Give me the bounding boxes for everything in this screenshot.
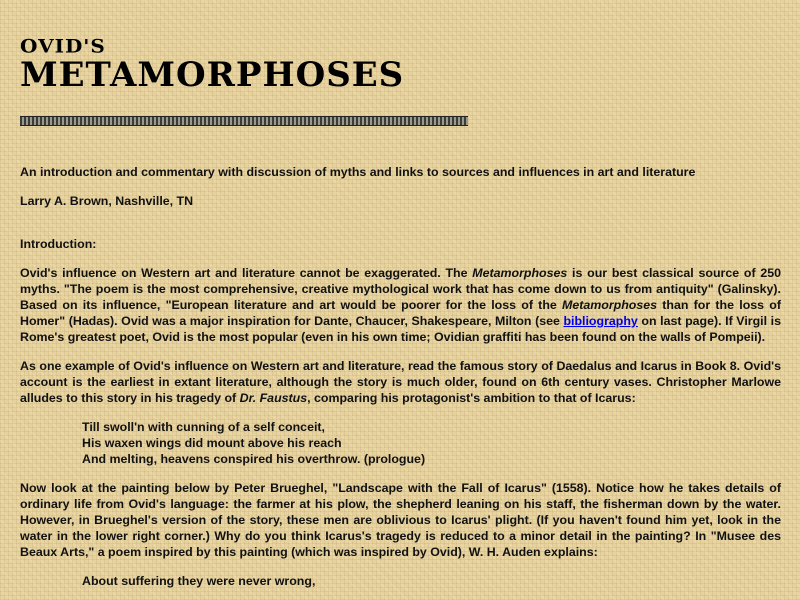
p1-text-a: Ovid's influence on Western art and literature cannot be exaggerated. The <box>20 266 473 280</box>
quote-line: And melting, heavens conspired his overthrow. (prologue) <box>82 452 426 466</box>
p2-text-c: , comparing his protagonist's ambition to that of Icarus: <box>307 391 636 405</box>
decorative-divider <box>20 116 468 126</box>
subtitle: An introduction and commentary with discussion of myths and links to sources and influences in art and literature <box>20 165 696 179</box>
p2-italic-faustus: Dr. Faustus <box>239 391 308 405</box>
p2-text-a: As one example of Ovid's influence on Western art and literature, read the famous story of Daedalus and Icarus in Book 8. Ovid's account is the earliest in extant literature, although the story is much older, found on 6th century vases. Christopher Marlowe alludes to this story in his tragedy of <box>20 359 781 405</box>
bibliography-link[interactable]: bibliography <box>563 314 638 328</box>
p1-text-f: on last page). If Virgil is Rome's greatest poet, Ovid is the most popular (even in his own time; Ovidian graffiti has been found on the walls of Pompeii). <box>20 314 781 344</box>
quote-line: Till swoll'n with cunning of a self conceit, <box>82 420 325 434</box>
main-content <box>20 164 781 600</box>
title-metamorphoses: METAMORPHOSES <box>20 55 405 95</box>
page-header <box>20 35 405 95</box>
auden-quote <box>82 573 781 589</box>
marlowe-quote <box>82 419 781 467</box>
p1-text-c: is our best classical source of 250 myths. "The poem is the most comprehensive, creative mythological work that has come down to us from antiquity" (Galinsky). Based on its influence, "European literature and art would be poorer for the loss of the <box>20 266 781 312</box>
quote-line: His waxen wings did mount above his reach <box>82 436 342 450</box>
p1-italic-metamorphoses: Metamorphoses <box>472 266 568 280</box>
paragraph-icarus <box>20 358 781 406</box>
quote-line: About suffering they were never wrong, <box>82 574 316 588</box>
spacer <box>20 222 781 236</box>
paragraph-influence <box>20 265 781 345</box>
p1-text-e: than for the loss of Homer" (Hadas). Ovid was a major inspiration for Dante, Chaucer, Shakespeare, Milton (see <box>20 298 781 328</box>
author-line: Larry A. Brown, Nashville, TN <box>20 194 194 208</box>
title-ovids: OVID'S <box>20 35 106 58</box>
intro-heading: Introduction: <box>20 237 97 251</box>
paragraph-brueghel: Now look at the painting below by Peter Brueghel, "Landscape with the Fall of Icarus" (1558). Notice how he takes details of ordinary life from Ovid's language: the farmer at his plow, the shepherd leaning on his staff, the fisherman down by the water. However, in Brueghel's version of the story, these men are oblivious to Icarus' plight. (If you haven't found him yet, look in the water in the lower right corner.) Why do you think Icarus's tragedy is reduced to a minor detail in the painting? In "Musee des Beaux Arts," a poem inspired by this painting (which was inspired by Ovid), W. H. Auden explains: <box>20 481 781 559</box>
p1-italic-metamorphoses-2: Metamorphoses <box>562 298 658 312</box>
